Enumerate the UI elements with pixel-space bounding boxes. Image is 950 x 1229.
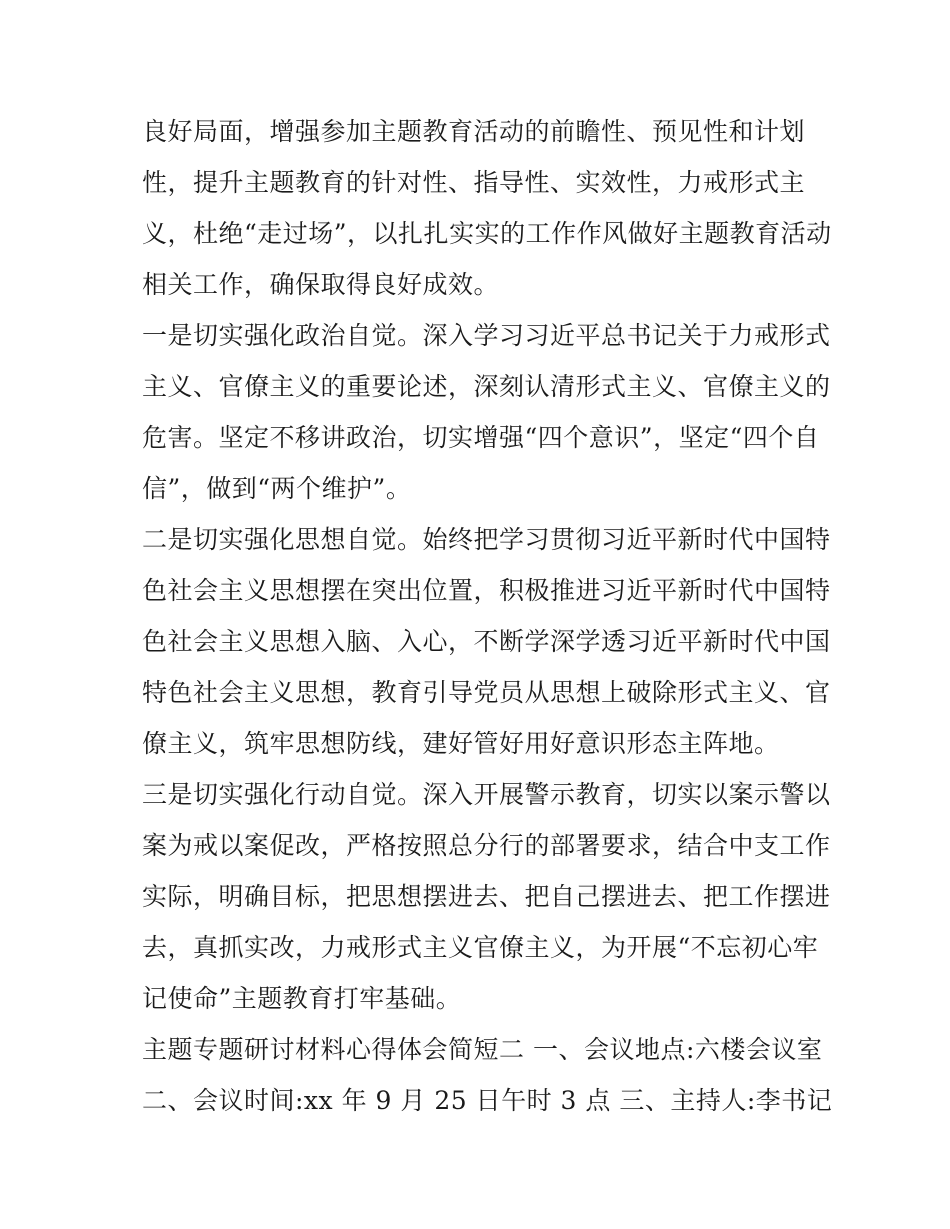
text-line: 僚主义，筑牢思想防线，建好管好用好意识形态主阵地。 (142, 729, 780, 758)
text-line: 性，提升主题教育的针对性、指导性、实效性，力戒形式主 (142, 168, 806, 197)
text-line: 一是切实强化政治自觉。深入学习习近平总书记关于力戒形式 (142, 321, 831, 350)
text-line: 三是切实强化行动自觉。深入开展警示教育，切实以案示警以 (142, 780, 831, 809)
text-line: 色社会主义思想摆在突出位置，积极推进习近平新时代中国特 (142, 576, 831, 605)
text-line: 主义、官僚主义的重要论述，深刻认清形式主义、官僚主义的 (142, 372, 831, 401)
text-line: 记使命”主题教育打牢基础。 (142, 984, 462, 1013)
text-line: 案为戒以案促改，严格按照总分行的部署要求，结合中支工作 (142, 831, 831, 860)
text-line: 主题专题研讨材料心得体会简短二 一、会议地点:六楼会议室 (142, 1035, 823, 1064)
text-line: 色社会主义思想入脑、入心，不断学深学透习近平新时代中国 (142, 627, 831, 656)
text-line: 特色社会主义思想，教育引导党员从思想上破除形式主义、官 (142, 678, 831, 707)
text-line: 良好局面，增强参加主题教育活动的前瞻性、预见性和计划 (142, 117, 806, 146)
text-line: 义，杜绝“走过场”，以扎扎实实的工作作风做好主题教育活动 (142, 219, 832, 248)
text-line: 信”，做到“两个维护”。 (142, 474, 412, 503)
document-body (142, 106, 833, 1126)
text-line: 二是切实强化思想自觉。始终把学习贯彻习近平新时代中国特 (142, 525, 831, 554)
text-line: 实际，明确目标，把思想摆进去、把自己摆进去、把工作摆进 (142, 882, 831, 911)
text-line: 二、会议时间:xx 年 9 月 25 日午时 3 点 三、主持人:李书记 (142, 1086, 833, 1115)
text-line: 危害。坚定不移讲政治，切实增强“四个意识”，坚定“四个自 (142, 423, 820, 452)
text-line: 相关工作，确保取得良好成效。 (142, 270, 500, 299)
text-line: 去，真抓实改，力戒形式主义官僚主义，为开展“不忘初心牢 (142, 933, 819, 962)
